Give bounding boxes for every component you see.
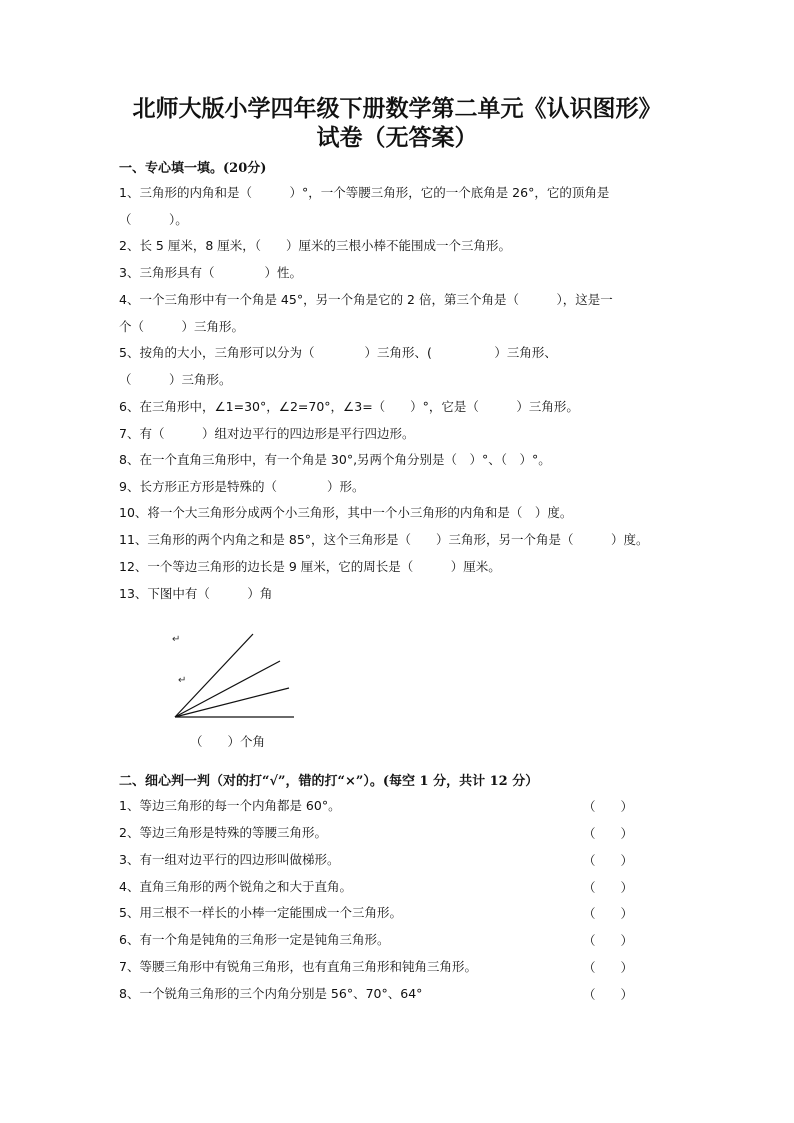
question-9: 9、长方形正方形是特殊的（ ）形。 <box>119 479 365 494</box>
question-1-line1: 1、三角形的内角和是（ ）°，一个等腰三角形，它的一个底角是 26°，它的顶角是 <box>119 185 610 200</box>
question-5-line2: （ ）三角形。 <box>119 372 232 387</box>
question-4-line1: 4、一个三角形中有一个角是 45°，另一个角是它的 2 倍，第三个角是（ ），这是一 <box>119 292 613 307</box>
answer-paren-6: （ ） <box>583 933 634 948</box>
question-7: 7、有（ ）组对边平行的四边形是平行四边形。 <box>119 426 415 441</box>
question-6: 6、在三角形中，∠1=30°，∠2=70°，∠3=（ ）°，它是（ ）三角形。 <box>119 399 579 414</box>
answer-paren-2: （ ） <box>583 826 634 841</box>
return-mark: ↵ <box>178 675 187 686</box>
question-11: 11、三角形的两个内角之和是 85°，这个三角形是（ ）三角形，另一个角是（ ）度。 <box>119 532 649 547</box>
section1-heading: 一、专心填一填。(20分) <box>119 161 267 176</box>
ray-1 <box>175 634 253 717</box>
page-title: 北师大版小学四年级下册数学第二单元《认识图形》 <box>132 95 662 122</box>
judge-item-4: 4、直角三角形的两个锐角之和大于直角。 <box>119 879 352 894</box>
answer-paren-1: （ ） <box>583 799 634 814</box>
section2-heading: 二、细心判一判（对的打“√”，错的打“×”）。(每空 1 分，共计 12 分） <box>119 774 539 789</box>
judge-item-5: 5、用三根不一样长的小棒一定能围成一个三角形。 <box>119 905 402 920</box>
question-4-line2: 个（ ）三角形。 <box>119 319 245 334</box>
answer-paren-5: （ ） <box>583 906 634 921</box>
ray-2 <box>175 661 280 717</box>
question-8: 8、在一个直角三角形中，有一个角是 30°,另两个角分别是（ ）°、（ ）°。 <box>119 452 551 467</box>
answer-paren-4: （ ） <box>583 880 634 895</box>
ray-3 <box>175 688 289 717</box>
angle-figure <box>170 628 310 728</box>
judge-item-6: 6、有一个角是钝角的三角形一定是钝角三角形。 <box>119 932 390 947</box>
return-mark: ↵ <box>172 634 181 645</box>
judge-item-2: 2、等边三角形是特殊的等腰三角形。 <box>119 825 327 840</box>
page-subtitle: 试卷（无答案） <box>316 124 478 151</box>
question-13: 13、下图中有（ ）角 <box>119 586 273 601</box>
judge-item-1: 1、等边三角形的每一个内角都是 60°。 <box>119 798 341 813</box>
figure-caption: （ ）个角 <box>190 734 266 749</box>
judge-item-3: 3、有一组对边平行的四边形叫做梯形。 <box>119 852 340 867</box>
question-12: 12、一个等边三角形的边长是 9 厘米，它的周长是（ ）厘米。 <box>119 559 501 574</box>
judge-item-8: 8、一个锐角三角形的三个内角分别是 56°、70°、64° <box>119 986 423 1001</box>
answer-paren-8: （ ） <box>583 987 634 1002</box>
question-10: 10、将一个大三角形分成两个小三角形，其中一个小三角形的内角和是（ ）度。 <box>119 505 573 520</box>
answer-paren-3: （ ） <box>583 853 634 868</box>
judge-item-7: 7、等腰三角形中有锐角三角形，也有直角三角形和钝角三角形。 <box>119 959 477 974</box>
question-1-line2: （ ）。 <box>119 212 188 227</box>
question-5-line1: 5、按角的大小，三角形可以分为（ ）三角形、( ）三角形、 <box>119 345 557 360</box>
question-2: 2、长 5 厘米，8 厘米，（ ）厘米的三根小棒不能围成一个三角形。 <box>119 238 512 253</box>
answer-paren-7: （ ） <box>583 960 634 975</box>
question-3: 3、三角形具有（ ）性。 <box>119 265 302 280</box>
